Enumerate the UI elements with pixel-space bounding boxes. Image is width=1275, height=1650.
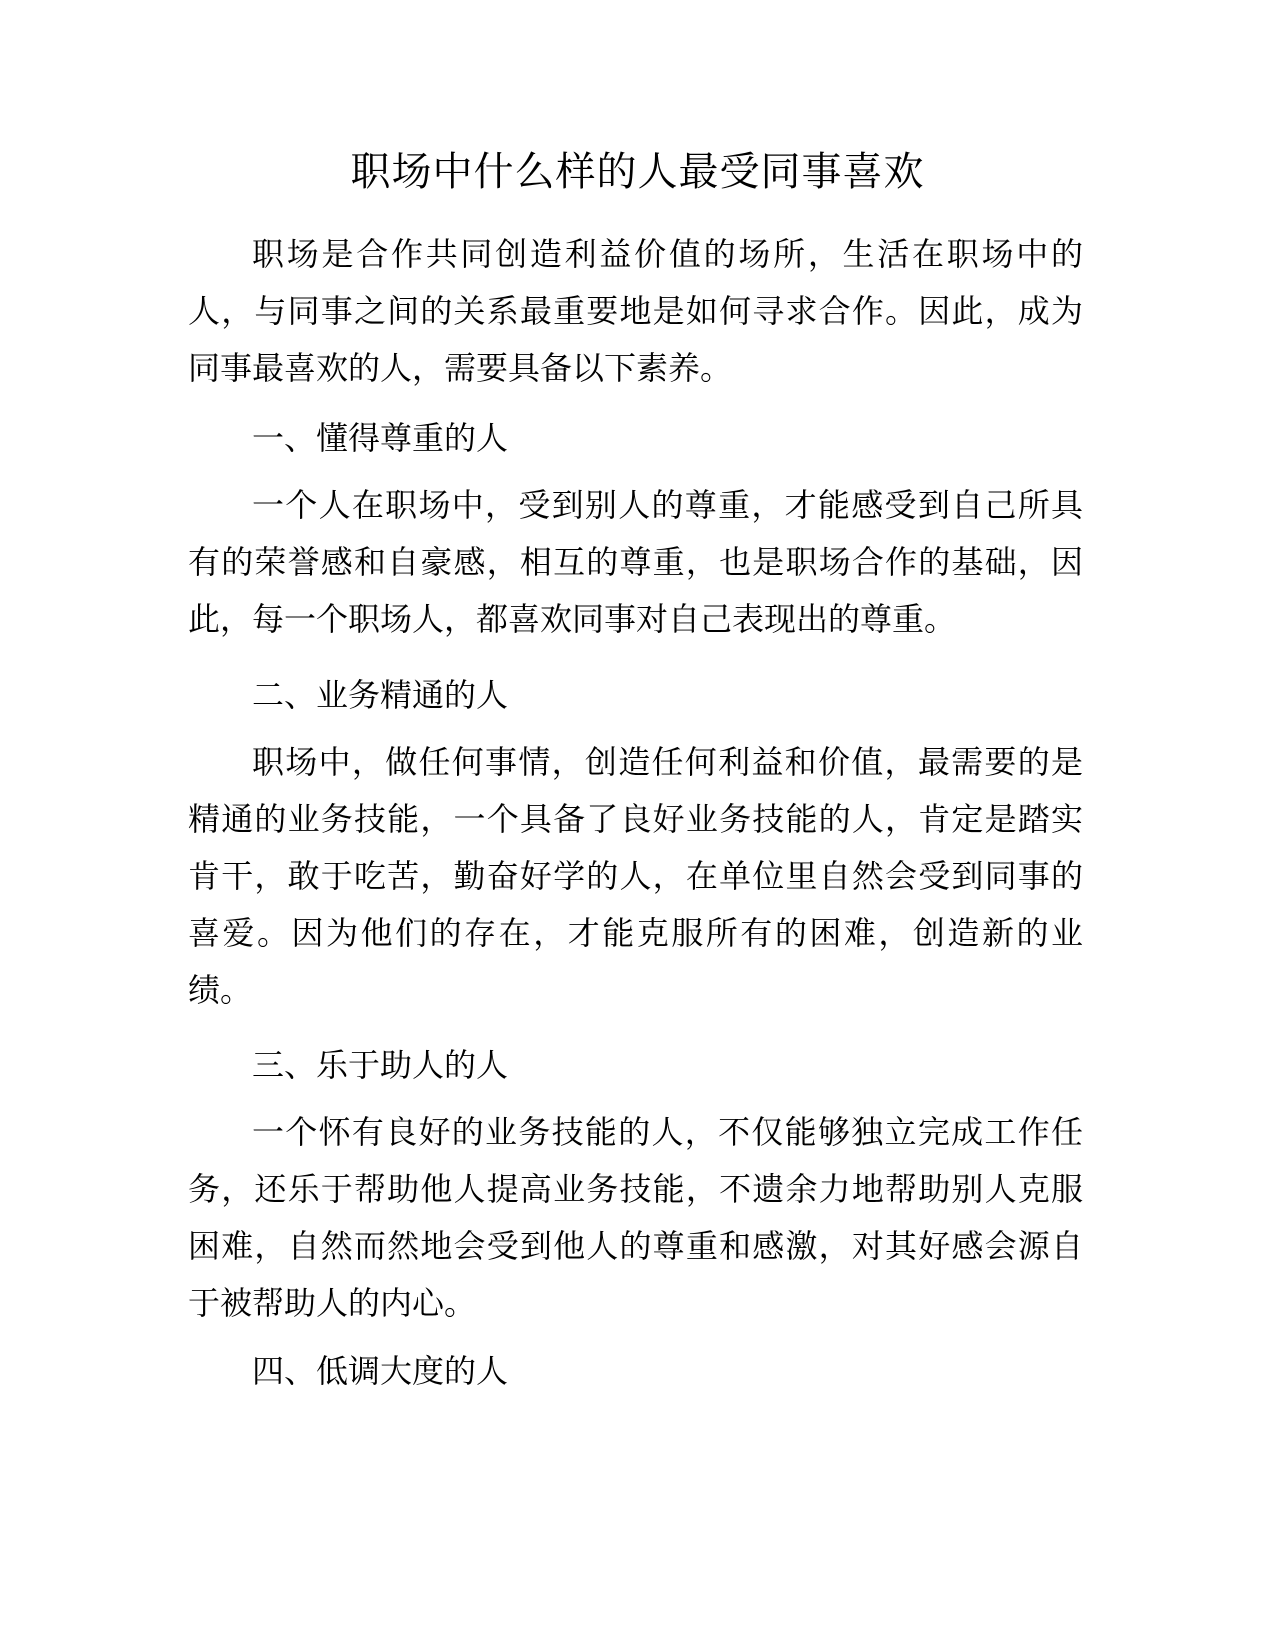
section-heading-respect: 一、懂得尊重的人 [252, 419, 509, 457]
section-body-respect: 一个人在职场中，受到别人的尊重，才能感受到自己所具有的荣誉感和自豪感，相互的尊重，也是职场合作的基础，因此，每一个职场人，都喜欢同事对自己表现出的尊重。 [188, 486, 1083, 638]
section-body-expertise: 职场中，做任何事情，创造任何利益和价值，最需要的是精通的业务技能，一个具备了良好业务技能的人，肯定是踏实肯干，敢于吃苦，勤奋好学的人，在单位里自然会受到同事的喜爱。因为他们的存在，才能克服所有的困难，创造新的业绩。 [188, 743, 1083, 1009]
section-heading-expertise: 二、业务精通的人 [252, 676, 509, 714]
section-heading-humble: 四、低调大度的人 [252, 1352, 509, 1390]
section-heading-helpful: 三、乐于助人的人 [252, 1046, 509, 1084]
document-title: 职场中什么样的人最受同事喜欢 [350, 149, 925, 195]
section-body-helpful: 一个怀有良好的业务技能的人，不仅能够独立完成工作任务，还乐于帮助他人提高业务技能，不遗余力地帮助别人克服困难，自然而然地会受到他人的尊重和感激，对其好感会源自于被帮助人的内心。 [188, 1113, 1083, 1322]
intro-paragraph: 职场是合作共同创造利益价值的场所，生活在职场中的人，与同事之间的关系最重要地是如何寻求合作。因此，成为同事最喜欢的人，需要具备以下素养。 [188, 235, 1083, 387]
